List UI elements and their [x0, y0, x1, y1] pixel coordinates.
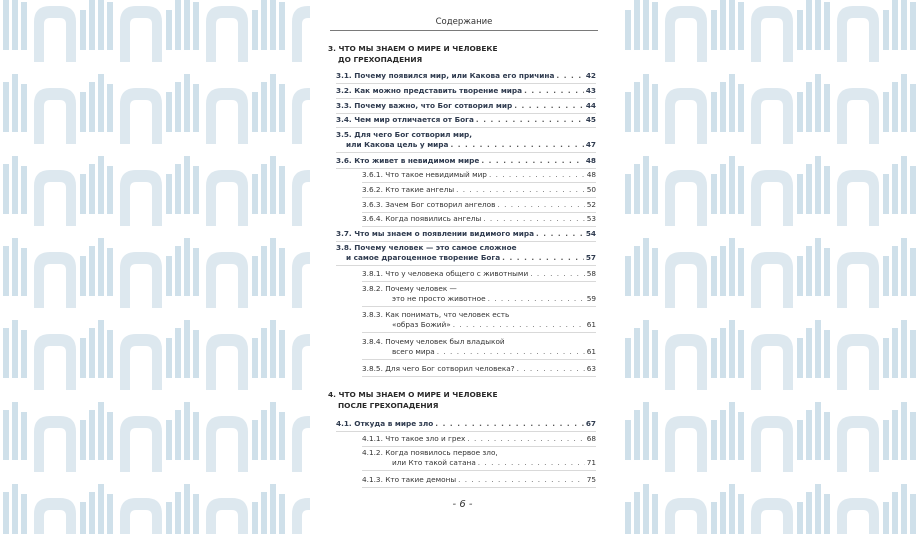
hand-logo-icon — [883, 74, 923, 144]
toc-entry-title-cont: «образ Божий» — [392, 320, 451, 329]
toc-entry-title: 3.4. Чем мир отличается от Бога — [336, 115, 474, 124]
toc-entry[interactable] — [362, 337, 596, 360]
toc-entry[interactable] — [336, 156, 596, 169]
toc-entry-title: 3.8.4. Почему человек был владыкой — [362, 337, 505, 346]
toc-entry[interactable] — [336, 243, 596, 266]
toc-entry[interactable] — [362, 200, 596, 213]
toc-entry[interactable] — [362, 269, 596, 282]
toc-entry-title: 3.6. Кто живет в невидимом мире — [336, 156, 480, 165]
hand-logo-icon — [625, 402, 707, 472]
toc-entry[interactable] — [362, 448, 596, 471]
toc-page-number: 42 — [585, 71, 596, 80]
hand-logo-pattern-right — [615, 0, 923, 534]
dot-leader — [450, 140, 583, 150]
toc-entry[interactable] — [362, 475, 596, 488]
toc-page-number: 61 — [586, 347, 596, 356]
hand-logo-icon — [797, 74, 879, 144]
dot-leader — [456, 185, 585, 195]
toc-page-number: 52 — [586, 200, 596, 209]
hand-logo-icon — [711, 402, 793, 472]
hand-logo-icon — [883, 0, 923, 62]
dot-leader — [467, 434, 584, 444]
hand-logo-icon — [166, 0, 248, 62]
toc-entry[interactable] — [362, 185, 596, 198]
toc-page-number: 50 — [586, 185, 596, 194]
hand-logo-icon — [252, 156, 310, 226]
toc-page-number: 63 — [586, 364, 596, 373]
toc-entry[interactable] — [362, 214, 596, 227]
toc-entry-title: 3.8.1. Что у человека общего с животными — [362, 269, 529, 278]
dot-leader — [530, 269, 585, 279]
hand-logo-icon — [0, 402, 76, 472]
chapter-title-line: 4. ЧТО МЫ ЗНАЕМ О МИРЕ И ЧЕЛОВЕКЕ — [328, 390, 498, 399]
toc-page-number: 61 — [586, 320, 596, 329]
page-header: Содержание — [330, 17, 598, 31]
hand-logo-icon — [625, 156, 707, 226]
toc-page-number: 58 — [586, 269, 596, 278]
hand-logo-icon — [711, 238, 793, 308]
toc-entry-title: 3.6.4. Когда появились ангелы — [362, 214, 482, 223]
dot-leader — [488, 294, 585, 304]
chapter-title-line: ПОСЛЕ ГРЕХОПАДЕНИЯ — [338, 400, 439, 410]
hand-logo-icon — [252, 484, 310, 534]
hand-logo-icon — [711, 320, 793, 390]
dot-leader — [524, 86, 584, 96]
hand-logo-icon — [711, 74, 793, 144]
dot-leader — [458, 475, 585, 485]
hand-logo-icon — [80, 0, 162, 62]
hand-logo-icon — [797, 156, 879, 226]
toc-entry[interactable] — [362, 434, 596, 447]
hand-logo-icon — [80, 238, 162, 308]
toc-page-number: 47 — [585, 140, 596, 149]
hand-logo-icon — [80, 402, 162, 472]
toc-entry[interactable] — [362, 310, 596, 333]
toc-page-number: 71 — [586, 458, 596, 467]
hand-logo-icon — [883, 484, 923, 534]
toc-page-number: 43 — [585, 86, 596, 95]
dot-leader — [497, 200, 584, 210]
dot-leader — [453, 320, 585, 330]
watermark-pattern-left — [0, 0, 310, 534]
dot-leader — [478, 458, 585, 468]
hand-logo-icon — [711, 484, 793, 534]
toc-page-number: 67 — [585, 419, 596, 428]
toc-entry[interactable] — [362, 284, 596, 307]
hand-logo-icon — [166, 320, 248, 390]
toc-entry[interactable] — [362, 170, 596, 183]
toc-entry[interactable] — [362, 364, 596, 377]
toc-entry-title: 4.1.2. Когда появилось первое зло, — [362, 448, 498, 457]
toc-page-number: 75 — [586, 475, 596, 484]
dot-leader — [517, 364, 585, 374]
chapter-title-line: ДО ГРЕХОПАДЕНИЯ — [338, 54, 423, 64]
dot-leader — [437, 347, 585, 357]
toc-entry-title: 4.1.3. Кто такие демоны — [362, 475, 457, 484]
page-number: - 6 - — [452, 499, 473, 510]
dot-leader — [483, 214, 584, 224]
dot-leader — [489, 170, 585, 180]
toc-entry-title: 3.5. Для чего Бог сотворил мир, — [336, 130, 473, 139]
hand-logo-icon — [166, 238, 248, 308]
toc-entry[interactable] — [336, 130, 596, 153]
hand-logo-icon — [0, 484, 76, 534]
hand-logo-icon — [797, 402, 879, 472]
toc-entry-title: 4.1. Откуда в мире зло — [336, 419, 434, 428]
hand-logo-icon — [252, 0, 310, 62]
hand-logo-icon — [0, 238, 76, 308]
toc-page-number: 48 — [585, 156, 596, 165]
toc-entry-title-cont: и самое драгоценное творение Бога — [346, 253, 501, 262]
toc-entry-title-cont: или Кто такой сатана — [392, 458, 476, 467]
toc-entry-title-cont: всего мира — [392, 347, 435, 356]
toc-entry-title: 3.8.2. Почему человек — — [362, 284, 457, 293]
hand-logo-icon — [166, 484, 248, 534]
dot-leader — [536, 229, 584, 239]
hand-logo-icon — [0, 156, 76, 226]
dot-leader — [476, 115, 584, 125]
hand-logo-icon — [625, 238, 707, 308]
hand-logo-icon — [797, 238, 879, 308]
toc-entry-title: 3.8.3. Как понимать, что человек есть — [362, 310, 510, 319]
toc-entry[interactable] — [336, 101, 596, 114]
toc-entry[interactable] — [336, 229, 596, 242]
hand-logo-icon — [0, 320, 76, 390]
toc-entry-title: 4.1.1. Что такое зло и грех — [362, 434, 466, 443]
toc-entry-title: 3.3. Почему важно, что Бог сотворил мир — [336, 101, 513, 110]
hand-logo-icon — [711, 156, 793, 226]
hand-logo-icon — [252, 402, 310, 472]
chapter-title — [328, 390, 588, 411]
dot-leader — [502, 253, 584, 263]
dot-leader — [514, 101, 584, 111]
hand-logo-icon — [797, 320, 879, 390]
toc-entry-title: 3.6.1. Что такое невидимый мир — [362, 170, 487, 179]
toc-page-number: 68 — [586, 434, 596, 443]
hand-logo-icon — [625, 74, 707, 144]
hand-logo-icon — [166, 402, 248, 472]
hand-logo-icon — [0, 74, 76, 144]
book-page — [310, 0, 615, 534]
watermark-pattern-right — [615, 0, 923, 534]
toc-entry[interactable] — [336, 71, 596, 84]
hand-logo-icon — [711, 0, 793, 62]
dot-leader — [556, 71, 583, 81]
toc-page-number: 48 — [586, 170, 596, 179]
toc-entry-title: 3.8.5. Для чего Бог сотворил человека? — [362, 364, 515, 373]
toc-entry-title-cont: это не просто животное — [392, 294, 486, 303]
hand-logo-icon — [625, 320, 707, 390]
toc-entry[interactable] — [336, 115, 596, 128]
hand-logo-icon — [252, 238, 310, 308]
toc-page-number: 44 — [585, 101, 596, 110]
chapter-title-line: 3. ЧТО МЫ ЗНАЕМ О МИРЕ И ЧЕЛОВЕКЕ — [328, 44, 498, 53]
toc-page-number: 53 — [586, 214, 596, 223]
dot-leader — [435, 419, 584, 429]
hand-logo-icon — [625, 0, 707, 62]
hand-logo-icon — [80, 484, 162, 534]
toc-page-number: 59 — [586, 294, 596, 303]
toc-entry-title: 3.7. Что мы знаем о появлении видимого мира — [336, 229, 534, 238]
toc-page-number: 54 — [585, 229, 596, 238]
hand-logo-icon — [625, 484, 707, 534]
hand-logo-pattern-left — [0, 0, 310, 534]
toc-entry[interactable] — [336, 86, 596, 99]
hand-logo-icon — [166, 74, 248, 144]
toc-entry-title: 3.6.3. Зачем Бог сотворил ангелов — [362, 200, 496, 209]
hand-logo-icon — [883, 402, 923, 472]
hand-logo-icon — [797, 484, 879, 534]
hand-logo-icon — [252, 320, 310, 390]
toc-entry-title: 3.2. Как можно представить творение мира — [336, 86, 523, 95]
toc-entry-title: 3.8. Почему человек — это самое сложное — [336, 243, 517, 252]
toc-entry-title: 3.6.2. Кто такие ангелы — [362, 185, 455, 194]
hand-logo-icon — [797, 0, 879, 62]
hand-logo-icon — [166, 156, 248, 226]
hand-logo-icon — [80, 320, 162, 390]
toc-entry-title: 3.1. Почему появился мир, или Какова его причина — [336, 71, 555, 80]
dot-leader — [481, 156, 584, 166]
hand-logo-icon — [883, 156, 923, 226]
hand-logo-icon — [80, 74, 162, 144]
chapter-title — [328, 44, 588, 65]
hand-logo-icon — [80, 156, 162, 226]
hand-logo-icon — [883, 320, 923, 390]
hand-logo-icon — [0, 0, 76, 62]
toc-page-number: 57 — [585, 253, 596, 262]
toc-page-number: 45 — [585, 115, 596, 124]
toc-entry-title-cont: или Какова цель у мира — [346, 140, 449, 149]
toc-entry[interactable] — [336, 419, 596, 432]
hand-logo-icon — [252, 74, 310, 144]
hand-logo-icon — [883, 238, 923, 308]
